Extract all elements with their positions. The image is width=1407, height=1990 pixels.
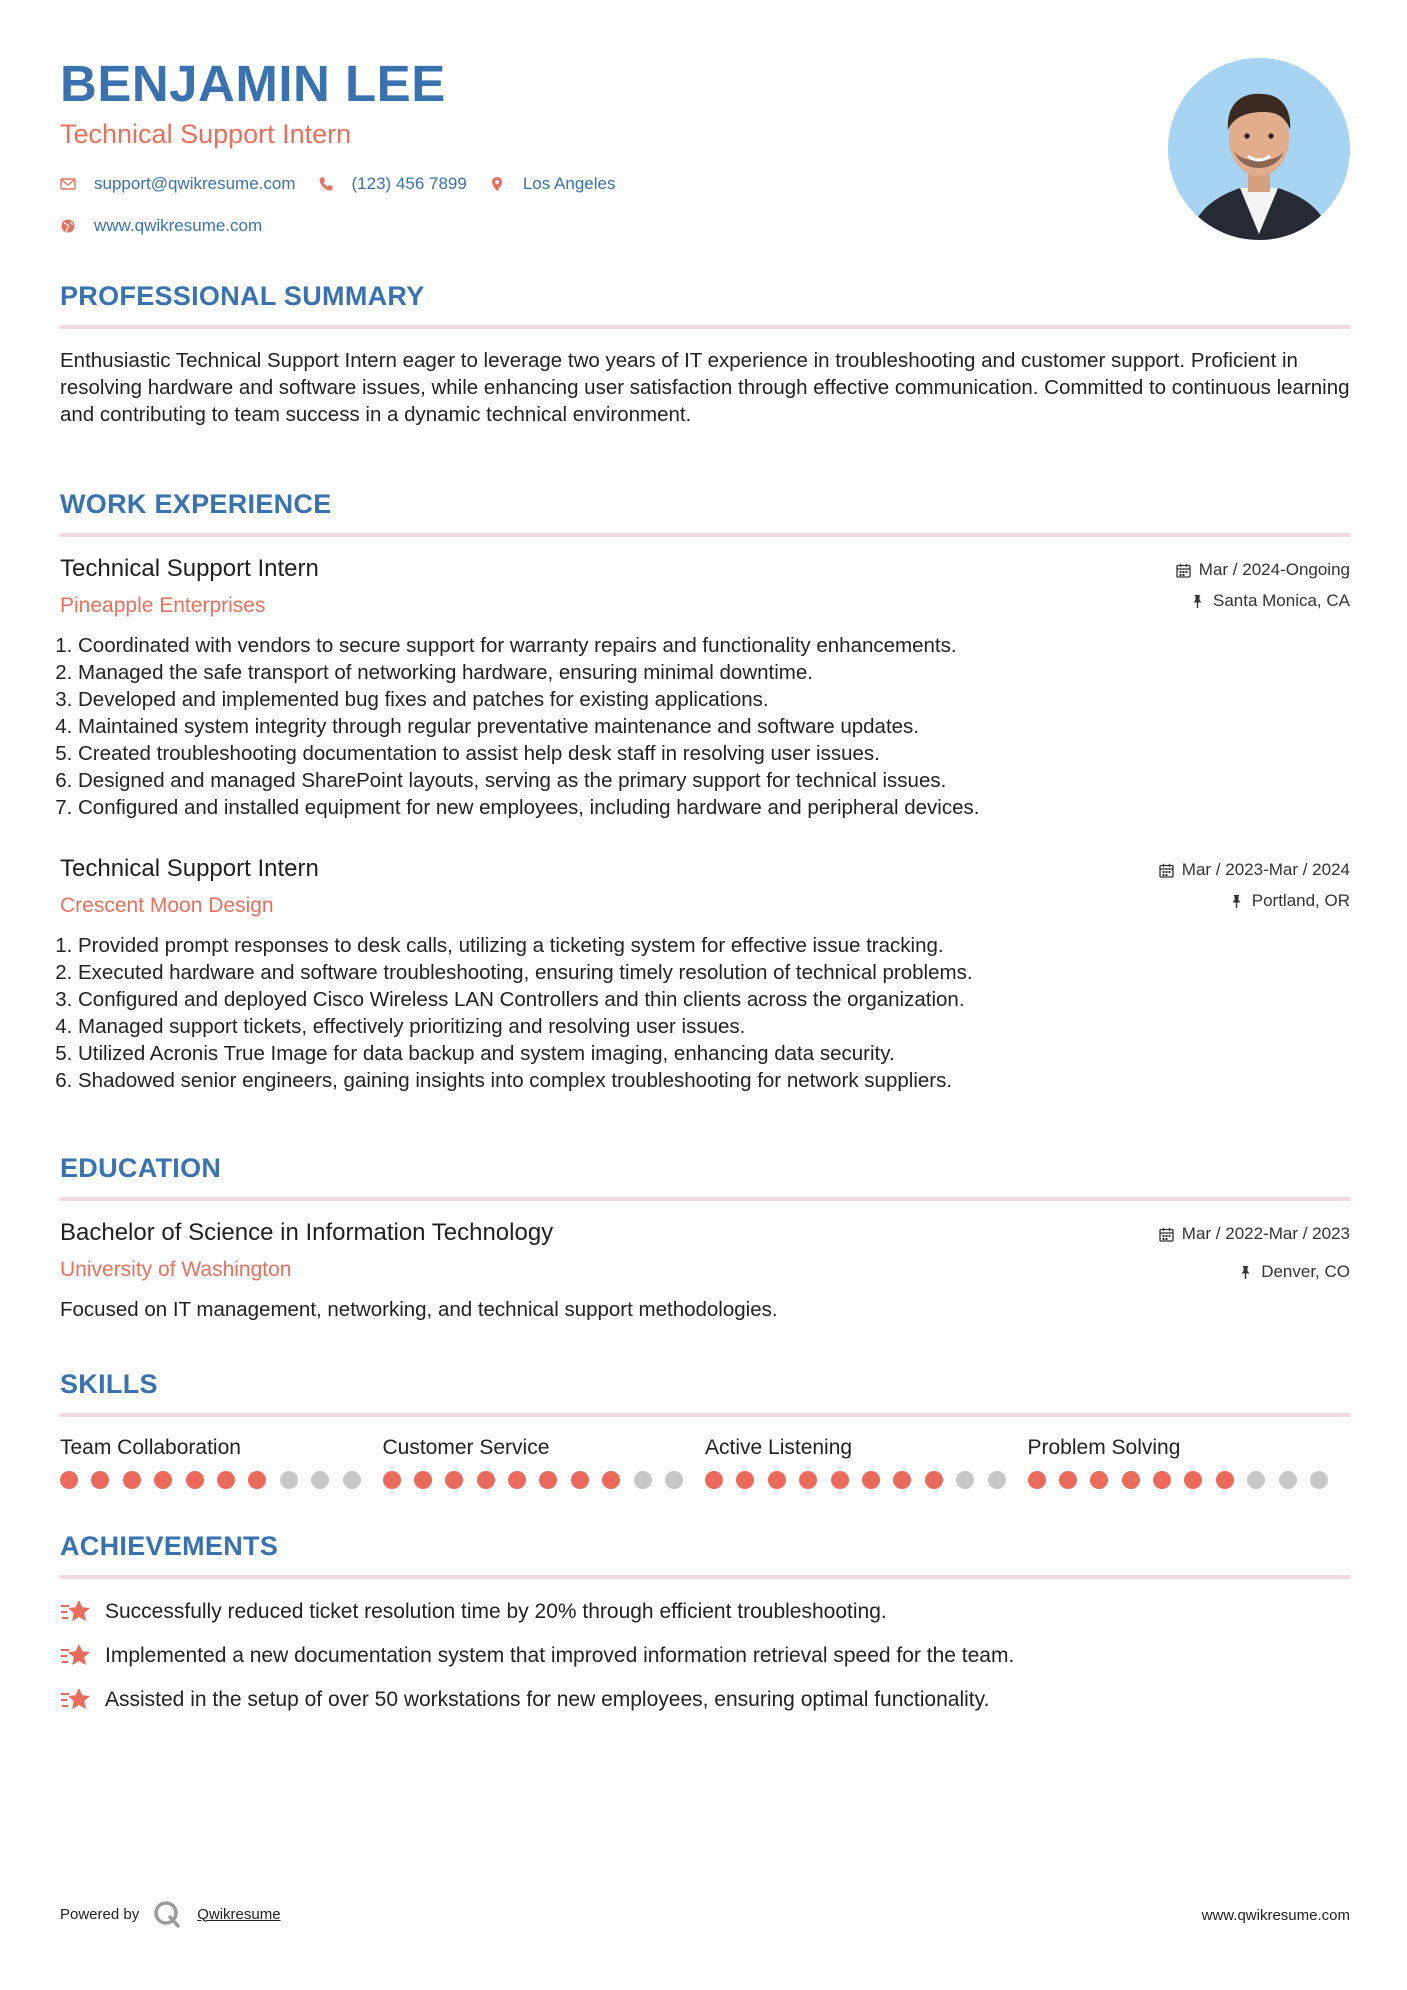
education-description: Focused on IT management, networking, and technical support methodologies. [60, 1298, 778, 1321]
skills-section [60, 1371, 1350, 1489]
skill-name: Team Collaboration [60, 1436, 241, 1459]
rating-dot-filled [186, 1471, 204, 1489]
envelope-icon [60, 176, 76, 192]
rating-dot-filled [736, 1471, 754, 1489]
rating-dot-filled [539, 1471, 557, 1489]
powered-by-label: Powered by [60, 1905, 140, 1923]
rating-dot-filled [123, 1471, 141, 1489]
candidate-role: Technical Support Intern [60, 119, 352, 149]
list-item: 5. Utilized Acronis True Image for data backup and system imaging, enhancing data security. [78, 1040, 1350, 1067]
brand-link[interactable]: Qwikresume [197, 1905, 281, 1923]
section-divider [60, 1197, 1350, 1201]
education-entry [60, 1221, 1350, 1323]
experience-section [60, 491, 1350, 1094]
rating-dot-filled [571, 1471, 589, 1489]
section-divider [60, 1413, 1350, 1417]
job-company: Pineapple Enterprises [60, 594, 266, 617]
rating-dot-empty [280, 1471, 298, 1489]
candidate-name: BENJAMIN LEE [60, 55, 446, 112]
education-meta [1159, 1223, 1350, 1283]
phone-item[interactable] [318, 174, 467, 194]
list-item: 6. Designed and managed SharePoint layouts, serving as the primary support for technical issues. [78, 767, 1350, 794]
rating-dot-filled [445, 1471, 463, 1489]
rating-dot-empty [956, 1471, 974, 1489]
achievement-item [60, 1597, 1350, 1627]
star-icon [60, 1641, 92, 1671]
achievement-item [60, 1641, 1350, 1671]
list-item: 6. Shadowed senior engineers, gaining insights into complex troubleshooting for network suppliers. [78, 1067, 1350, 1094]
skill-item [60, 1437, 383, 1489]
achievement-text: Assisted in the setup of over 50 workstations for new employees, ensuring optimal functionality. [105, 1688, 990, 1711]
email-text: support@qwikresume.com [94, 174, 296, 193]
section-divider [60, 325, 1350, 329]
achievements-section [60, 1533, 1350, 1715]
summary-text: Enthusiastic Technical Support Intern eager to leverage two years of IT experience in troubleshooting and customer support. Proficient in resolving hardware and software issues, while enhancing user satisfaction through effective communication. Committed to continuous learning and contributing to team success in a dynamic technical environment. [60, 349, 1350, 426]
job-location: Santa Monica, CA [1212, 591, 1350, 610]
skills-list [60, 1437, 1350, 1489]
job-bullets [60, 932, 1350, 1094]
rating-dot-empty [634, 1471, 652, 1489]
email-item[interactable] [60, 174, 296, 194]
rating-dot-filled [925, 1471, 943, 1489]
qwikresume-logo-icon [153, 1900, 181, 1928]
job-title: Technical Support Intern [60, 555, 319, 582]
rating-dot-filled [477, 1471, 495, 1489]
job-bullets [60, 632, 1350, 821]
section-title: ACHIEVEMENTS [60, 1531, 279, 1561]
job-title: Technical Support Intern [60, 855, 319, 882]
contact-info [60, 172, 637, 238]
rating-dot-filled [1184, 1471, 1202, 1489]
job-entry [60, 857, 1350, 1094]
skill-item [705, 1437, 1028, 1489]
rating-dot-filled [831, 1471, 849, 1489]
rating-dot-filled [1090, 1471, 1108, 1489]
rating-dot-filled [1153, 1471, 1171, 1489]
rating-dot-filled [602, 1471, 620, 1489]
profile-photo [1168, 58, 1350, 240]
school-name: University of Washington [60, 1258, 292, 1281]
skill-rating [1028, 1471, 1351, 1489]
job-meta [1176, 559, 1350, 612]
star-icon [60, 1685, 92, 1715]
rating-dot-filled [383, 1471, 401, 1489]
skill-rating [383, 1471, 706, 1489]
rating-dot-filled [799, 1471, 817, 1489]
job-dates: Mar / 2024-Ongoing [1198, 560, 1350, 579]
pushpin-icon [1229, 894, 1244, 909]
education-section [60, 1155, 1350, 1323]
rating-dot-empty [311, 1471, 329, 1489]
list-item: 3. Developed and implemented bug fixes and patches for existing applications. [78, 686, 1350, 713]
pushpin-icon [1190, 594, 1205, 609]
skill-name: Active Listening [705, 1436, 853, 1459]
list-item: 1. Provided prompt responses to desk calls, utilizing a ticketing system for effective issue tracking. [78, 932, 1350, 959]
map-pin-icon [489, 176, 505, 192]
calendar-icon [1176, 563, 1191, 578]
job-location: Portland, OR [1251, 891, 1350, 910]
degree-title: Bachelor of Science in Information Technology [60, 1219, 554, 1246]
skill-name: Customer Service [382, 1436, 550, 1459]
section-title: SKILLS [60, 1369, 158, 1399]
education-location: Denver, CO [1261, 1262, 1350, 1281]
rating-dot-filled [508, 1471, 526, 1489]
rating-dot-empty [1247, 1471, 1265, 1489]
skill-name: Problem Solving [1027, 1436, 1181, 1459]
education-dates: Mar / 2022-Mar / 2023 [1181, 1224, 1350, 1243]
list-item: 7. Configured and installed equipment for new employees, including hardware and peripheral devices. [78, 794, 1350, 821]
website-text: www.qwikresume.com [94, 216, 263, 235]
rating-dot-empty [343, 1471, 361, 1489]
list-item: 4. Maintained system integrity through regular preventative maintenance and software updates. [78, 713, 1350, 740]
globe-icon [60, 218, 76, 234]
calendar-icon [1159, 863, 1174, 878]
list-item: 4. Managed support tickets, effectively prioritizing and resolving user issues. [78, 1013, 1350, 1040]
job-company: Crescent Moon Design [60, 894, 274, 917]
rating-dot-filled [414, 1471, 432, 1489]
rating-dot-filled [60, 1471, 78, 1489]
rating-dot-filled [1216, 1471, 1234, 1489]
list-item: 5. Created troubleshooting documentation to assist help desk staff in resolving user issues. [78, 740, 1350, 767]
star-icon [60, 1597, 92, 1627]
section-title: PROFESSIONAL SUMMARY [60, 281, 425, 311]
summary-section [60, 283, 1350, 428]
section-divider [60, 1575, 1350, 1579]
rating-dot-empty [665, 1471, 683, 1489]
skill-item [1028, 1437, 1351, 1489]
rating-dot-filled [248, 1471, 266, 1489]
achievement-text: Successfully reduced ticket resolution time by 20% through efficient troubleshooting. [105, 1600, 887, 1623]
calendar-icon [1159, 1227, 1174, 1242]
rating-dot-filled [154, 1471, 172, 1489]
website-item[interactable] [60, 216, 262, 236]
footer-powered-by [60, 1900, 281, 1928]
list-item: 1. Coordinated with vendors to secure support for warranty repairs and functionality enhancements. [78, 632, 1350, 659]
section-title: WORK EXPERIENCE [60, 489, 332, 519]
achievement-item [60, 1685, 1350, 1715]
rating-dot-filled [1028, 1471, 1046, 1489]
job-meta [1159, 859, 1350, 912]
rating-dot-filled [91, 1471, 109, 1489]
list-item: 2. Managed the safe transport of networking hardware, ensuring minimal downtime. [78, 659, 1350, 686]
rating-dot-filled [768, 1471, 786, 1489]
rating-dot-empty [1310, 1471, 1328, 1489]
section-divider [60, 533, 1350, 537]
rating-dot-filled [217, 1471, 235, 1489]
skill-rating [705, 1471, 1028, 1489]
phone-text: (123) 456 7899 [351, 174, 467, 193]
job-dates: Mar / 2023-Mar / 2024 [1181, 860, 1350, 879]
rating-dot-filled [705, 1471, 723, 1489]
phone-icon [318, 176, 334, 192]
location-item [489, 174, 616, 194]
footer-url[interactable]: www.qwikresume.com [1201, 1907, 1350, 1924]
rating-dot-empty [988, 1471, 1006, 1489]
section-title: EDUCATION [60, 1153, 222, 1183]
rating-dot-empty [1279, 1471, 1297, 1489]
list-item: 3. Configured and deployed Cisco Wireless LAN Controllers and thin clients across the organization. [78, 986, 1350, 1013]
pushpin-icon [1238, 1265, 1253, 1280]
skill-item [383, 1437, 706, 1489]
achievements-list [60, 1597, 1350, 1715]
achievement-text: Implemented a new documentation system that improved information retrieval speed for the team. [105, 1644, 1015, 1667]
rating-dot-filled [893, 1471, 911, 1489]
rating-dot-filled [1059, 1471, 1077, 1489]
location-text: Los Angeles [522, 174, 616, 193]
rating-dot-filled [1122, 1471, 1140, 1489]
rating-dot-filled [862, 1471, 880, 1489]
job-entry [60, 557, 1350, 821]
skill-rating [60, 1471, 383, 1489]
list-item: 2. Executed hardware and software troubleshooting, ensuring timely resolution of technical problems. [78, 959, 1350, 986]
